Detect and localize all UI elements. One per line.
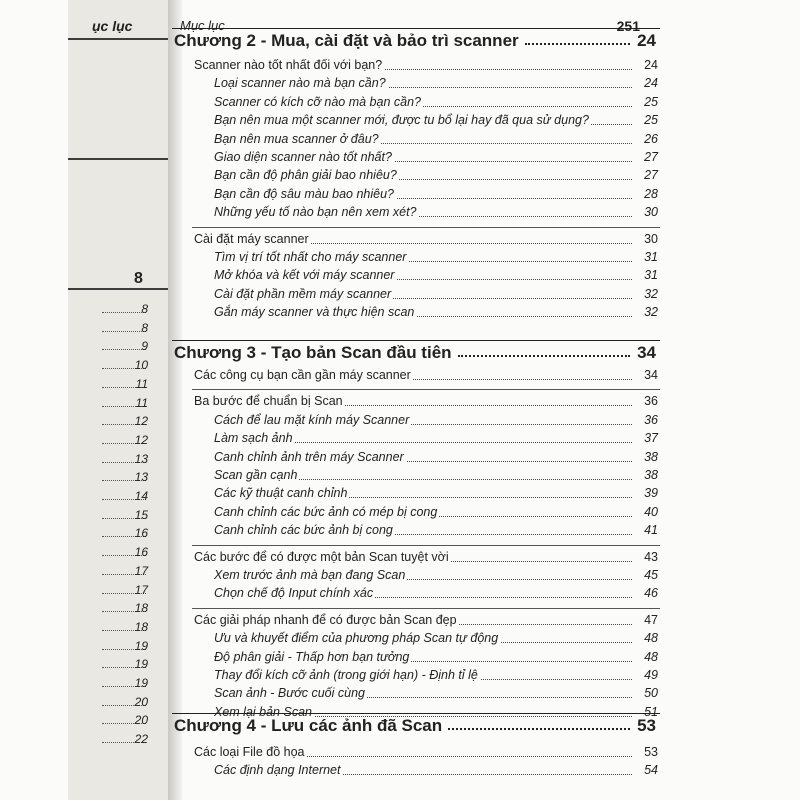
chapter-heading [172, 28, 660, 53]
entry-page: 30 [644, 231, 658, 246]
entry-page: 39 [644, 486, 658, 501]
left-page-entry-number: 15 [134, 507, 148, 522]
left-page-entry-number: 19 [134, 657, 148, 672]
entry-page: 26 [644, 131, 658, 146]
left-page [68, 0, 169, 800]
dot-leader [102, 349, 146, 350]
entry-title: Tìm vị trí tốt nhất cho máy scanner [214, 250, 407, 264]
entry-title: Các công cụ bạn cần gần máy scanner [194, 368, 411, 382]
entry-title: Scanner có kích cỡ nào mà bạn cần? [214, 94, 421, 109]
toc-subsection-entry [214, 287, 658, 303]
toc-subsection-entry [214, 205, 658, 221]
entry-title: Bạn cần độ sâu màu bao nhiêu? [214, 186, 394, 201]
toc-subsection-entry [214, 668, 658, 684]
entry-title: Scanner nào tốt nhất đối với bạn? [194, 58, 383, 72]
toc-section-entry [194, 368, 658, 384]
book-gutter [168, 0, 182, 800]
left-page-entry-number: 18 [134, 619, 148, 634]
left-page-rule [68, 38, 168, 40]
left-page-entry-number: 11 [135, 395, 148, 410]
toc-subsection-entry [214, 168, 658, 184]
toc-subsection-entry [214, 187, 658, 203]
dot-leader [458, 355, 630, 357]
toc-subsection-entry [214, 132, 658, 148]
entry-page: 25 [644, 113, 658, 128]
toc-subsection-entry [214, 631, 658, 647]
section-divider [192, 608, 660, 609]
entry-page: 53 [644, 745, 658, 759]
entry-page: 40 [644, 504, 658, 519]
left-page-entry-number: 17 [134, 563, 148, 578]
left-page-header: ục lục [92, 18, 133, 34]
left-page-entry-number: 12 [134, 432, 148, 447]
chapter-heading [172, 713, 660, 738]
entry-title: Chọn chế độ Input chính xác [214, 586, 374, 601]
entry-title: Scan ảnh - Bước cuối cùng [214, 686, 365, 701]
entry-title: Các giải pháp nhanh để có được bản Scan đẹp [194, 612, 457, 627]
left-page-entry-number: 9 [141, 339, 148, 354]
toc-subsection-entry [214, 305, 658, 321]
entry-page: 48 [644, 631, 658, 646]
chapter-title: Chương 4 - Lưu các ảnh đã Scan [174, 716, 443, 735]
toc-subsection-entry [214, 686, 658, 702]
entry-page: 48 [644, 649, 658, 664]
toc-subsection-entry [214, 568, 658, 584]
entry-title: Độ phân giải - Thấp hơn bạn tưởng [214, 649, 410, 664]
chapter-page: 34 [637, 343, 656, 362]
left-page-rule [68, 158, 168, 160]
entry-title: Canh chỉnh các bức ảnh có mép bị cong [214, 504, 438, 519]
entry-page: 28 [644, 186, 658, 201]
left-page-entry-number: 16 [134, 526, 148, 541]
toc-subsection-entry [214, 431, 658, 447]
left-page-entry-number: 13 [134, 451, 148, 466]
entry-page: 31 [644, 268, 658, 283]
entry-page: 34 [644, 368, 658, 382]
entry-title: Các định dạng Internet [214, 763, 341, 778]
entry-page: 46 [644, 586, 658, 601]
entry-title: Các loại File đồ họa [194, 745, 305, 759]
section-divider [192, 389, 660, 390]
left-page-entry-number: 10 [134, 358, 148, 373]
entry-page: 47 [644, 612, 658, 627]
entry-page: 27 [644, 150, 658, 164]
entry-title: Loại scanner nào mà bạn cần? [214, 76, 386, 91]
left-page-entry-number: 13 [134, 470, 148, 485]
left-page-rule [68, 288, 168, 290]
left-page-entry-number: 20 [134, 694, 148, 709]
dot-leader [525, 43, 630, 45]
dot-leader [102, 331, 146, 332]
left-page-entry-number: 8 [141, 302, 148, 316]
entry-page: 36 [644, 412, 658, 427]
entry-page: 25 [644, 94, 658, 109]
toc-section-entry [194, 232, 658, 248]
left-page-entry-number: 17 [134, 582, 148, 597]
entry-page: 41 [644, 523, 658, 538]
toc-subsection-entry [214, 450, 658, 466]
entry-title: Ba bước để chuẩn bị Scan [194, 394, 343, 409]
toc-subsection-entry [214, 486, 658, 502]
left-page-entry-number: 19 [134, 638, 148, 653]
chapter-page: 53 [637, 716, 656, 735]
entry-title: Giao diện scanner nào tốt nhất? [214, 150, 392, 164]
toc-section-entry [194, 394, 658, 410]
entry-title: Bạn nên mua scanner ở đâu? [214, 131, 379, 146]
entry-page: 50 [644, 686, 658, 701]
entry-title: Những yếu tố nào bạn nên xem xét? [214, 205, 417, 220]
left-page-entry-number: 11 [135, 376, 148, 391]
left-page-entry-number: 8 [141, 320, 148, 335]
entry-page: 24 [644, 58, 658, 72]
entry-title: Scan gần cạnh [214, 468, 298, 482]
entry-title: Các bước để có được một bản Scan tuyệt vời [194, 549, 449, 564]
left-page-entry-number: 19 [134, 676, 148, 690]
entry-page: 45 [644, 568, 658, 582]
page-number: 251 [616, 18, 640, 34]
entry-page: 32 [644, 305, 658, 320]
left-page-entry-number: 14 [134, 489, 148, 503]
toc-section-entry [194, 745, 658, 761]
entry-page: 38 [644, 449, 658, 464]
dot-leader [102, 312, 146, 313]
entry-title: Bạn cần độ phân giải bao nhiêu? [214, 168, 397, 183]
section-divider [192, 545, 660, 546]
left-page-entry-number: 20 [134, 713, 148, 728]
left-page-entry-number: 18 [134, 601, 148, 616]
dot-leader [448, 728, 630, 730]
toc-subsection-entry [214, 113, 658, 129]
toc-subsection-entry [214, 523, 658, 539]
entry-title: Cài đặt máy scanner [194, 231, 309, 246]
toc-subsection-entry [214, 586, 658, 602]
toc-subsection-entry [214, 505, 658, 521]
page-header-title: Mục lục [180, 18, 225, 33]
entry-page: 36 [644, 394, 658, 409]
toc-subsection-entry [214, 76, 658, 92]
chapter-title: Chương 2 - Mua, cài đặt và bảo trì scanner [174, 31, 519, 50]
entry-title: Mở khóa và kết với máy scanner [214, 268, 395, 283]
left-page-entry-number: 22 [134, 732, 148, 747]
chapter-page: 24 [637, 31, 656, 50]
entry-title: Cài đặt phần mềm máy scanner [214, 286, 392, 301]
toc-subsection-entry [214, 413, 658, 429]
entry-title: Thay đổi kích cỡ ảnh (trong giới hạn) - Định tỉ lệ [214, 668, 478, 682]
entry-page: 32 [644, 286, 658, 301]
toc-subsection-entry [214, 150, 658, 166]
entry-title: Làm sạch ảnh [214, 431, 293, 446]
chapter-title: Chương 3 - Tạo bản Scan đầu tiên [174, 343, 452, 362]
entry-page: 43 [644, 549, 658, 564]
entry-title: Bạn nên mua một scanner mới, được tu bổ lại hay đã qua sử dụng? [214, 113, 589, 128]
toc-subsection-entry [214, 95, 658, 111]
chapter-heading [172, 340, 660, 365]
entry-title: Gắn máy scanner và thực hiện scan [214, 305, 415, 320]
toc-section-entry [194, 550, 658, 566]
left-page-entry-number: 12 [134, 414, 148, 429]
entry-title: Cách để lau mặt kính máy Scanner [214, 412, 410, 427]
entry-title: Ưu và khuyết điểm của phương pháp Scan tự động [214, 631, 499, 646]
entry-page: 54 [644, 763, 658, 778]
toc-subsection-entry [214, 468, 658, 484]
toc-subsection-entry [214, 650, 658, 666]
entry-page: 30 [644, 205, 658, 220]
toc-subsection-entry [214, 268, 658, 284]
toc-subsection-entry [214, 250, 658, 266]
entry-title: Canh chỉnh ảnh trên máy Scanner [214, 449, 404, 464]
entry-title: Xem lại bản Scan [214, 704, 312, 719]
entry-page: 49 [644, 668, 658, 682]
entry-page: 51 [644, 704, 658, 719]
left-page-bold-number: 8 [134, 270, 143, 287]
left-page-entry-number: 16 [134, 545, 148, 560]
entry-title: Các kỹ thuật canh chỉnh [214, 486, 348, 501]
toc-section-entry [194, 613, 658, 629]
entry-page: 24 [644, 76, 658, 91]
entry-title: Canh chỉnh các bức ảnh bị cong [214, 523, 393, 538]
entry-title: Xem trước ảnh mà bạn đang Scan [214, 568, 406, 582]
entry-page: 27 [644, 168, 658, 183]
entry-page: 38 [644, 468, 658, 482]
toc-section-entry [194, 58, 658, 74]
entry-page: 37 [644, 431, 658, 446]
section-divider [192, 227, 660, 228]
toc-subsection-entry [214, 763, 658, 779]
entry-page: 31 [644, 250, 658, 264]
